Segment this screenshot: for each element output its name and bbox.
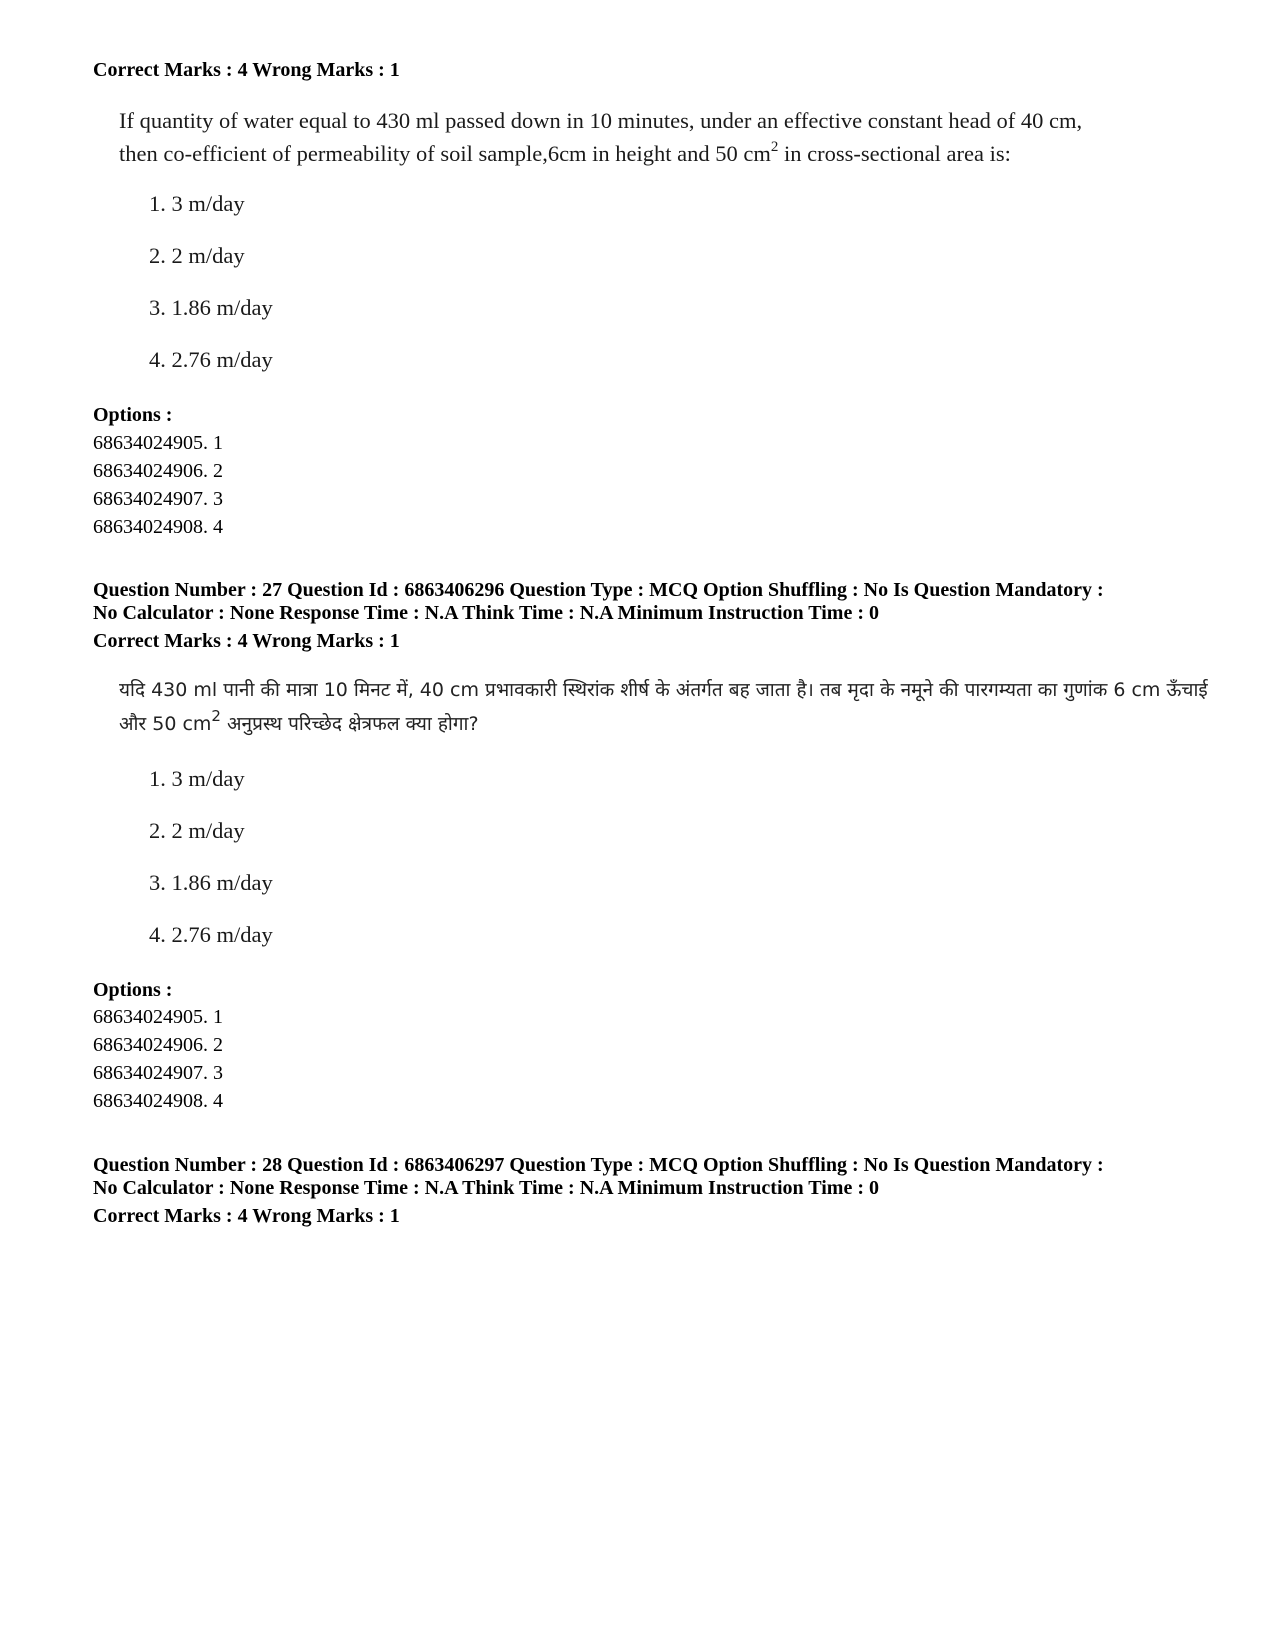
marks-line: Correct Marks : 4 Wrong Marks : 1 (93, 1205, 400, 1227)
question-text (119, 104, 1082, 170)
question-line: यदि 430 ml पानी की मात्रा 10 मिनट में, 40 cm प्रभावकारी स्थिरांक शीर्ष के अंतर्गत बह जाता है। तब मृदा के नमूने की पारगम्यता का गुणांक 6 cm ऊँचाई (119, 679, 1208, 701)
option-line: 68634024907. 3 (93, 1062, 223, 1084)
choice-item: 3. 1.86 m/day (149, 870, 273, 895)
option-line: 68634024906. 2 (93, 460, 223, 482)
question-header-line: No Calculator : None Response Time : N.A Think Time : N.A Minimum Instruction Time : 0 (93, 602, 879, 624)
superscript: 2 (770, 138, 779, 155)
question-header-line: Question Number : 28 Question Id : 6863406297 Question Type : MCQ Option Shuffling : No Is Question Mandatory : (93, 1154, 1104, 1176)
question-line (119, 707, 1208, 741)
choice-item: 3. 1.86 m/day (149, 295, 273, 320)
option-line: 68634024905. 1 (93, 1006, 223, 1028)
choice-item: 4. 2.76 m/day (149, 922, 273, 947)
marks-line: Correct Marks : 4 Wrong Marks : 1 (93, 630, 400, 652)
question-header-line: No Calculator : None Response Time : N.A Think Time : N.A Minimum Instruction Time : 0 (93, 1177, 879, 1199)
option-line: 68634024907. 3 (93, 488, 223, 510)
options-title: Options : (93, 979, 173, 1001)
choice-item: 4. 2.76 m/day (149, 347, 273, 372)
choice-item: 1. 3 m/day (149, 766, 245, 791)
question-line-part: अनुप्रस्थ परिच्छेद क्षेत्रफल क्या होगा? (220, 713, 479, 735)
choice-item: 1. 3 m/day (149, 191, 245, 216)
option-line: 68634024906. 2 (93, 1034, 223, 1056)
question-text (119, 673, 1208, 741)
option-line: 68634024908. 4 (93, 516, 223, 538)
question-line-part: in cross-sectional area is: (778, 141, 1011, 166)
choice-item: 2. 2 m/day (149, 818, 245, 843)
question-line-part: और 50 cm (119, 713, 212, 735)
choice-item: 2. 2 m/day (149, 243, 245, 268)
option-line: 68634024908. 4 (93, 1090, 223, 1112)
marks-line: Correct Marks : 4 Wrong Marks : 1 (93, 59, 400, 81)
question-header-line: Question Number : 27 Question Id : 6863406296 Question Type : MCQ Option Shuffling : No Is Question Mandatory : (93, 579, 1104, 601)
options-title: Options : (93, 404, 173, 426)
question-line (119, 137, 1082, 170)
question-line-part: then co-efficient of permeability of soil sample,6cm in height and 50 cm (119, 141, 771, 166)
option-line: 68634024905. 1 (93, 432, 223, 454)
superscript: 2 (211, 706, 221, 725)
question-line: If quantity of water equal to 430 ml passed down in 10 minutes, under an effective constant head of 40 cm, (119, 108, 1083, 133)
